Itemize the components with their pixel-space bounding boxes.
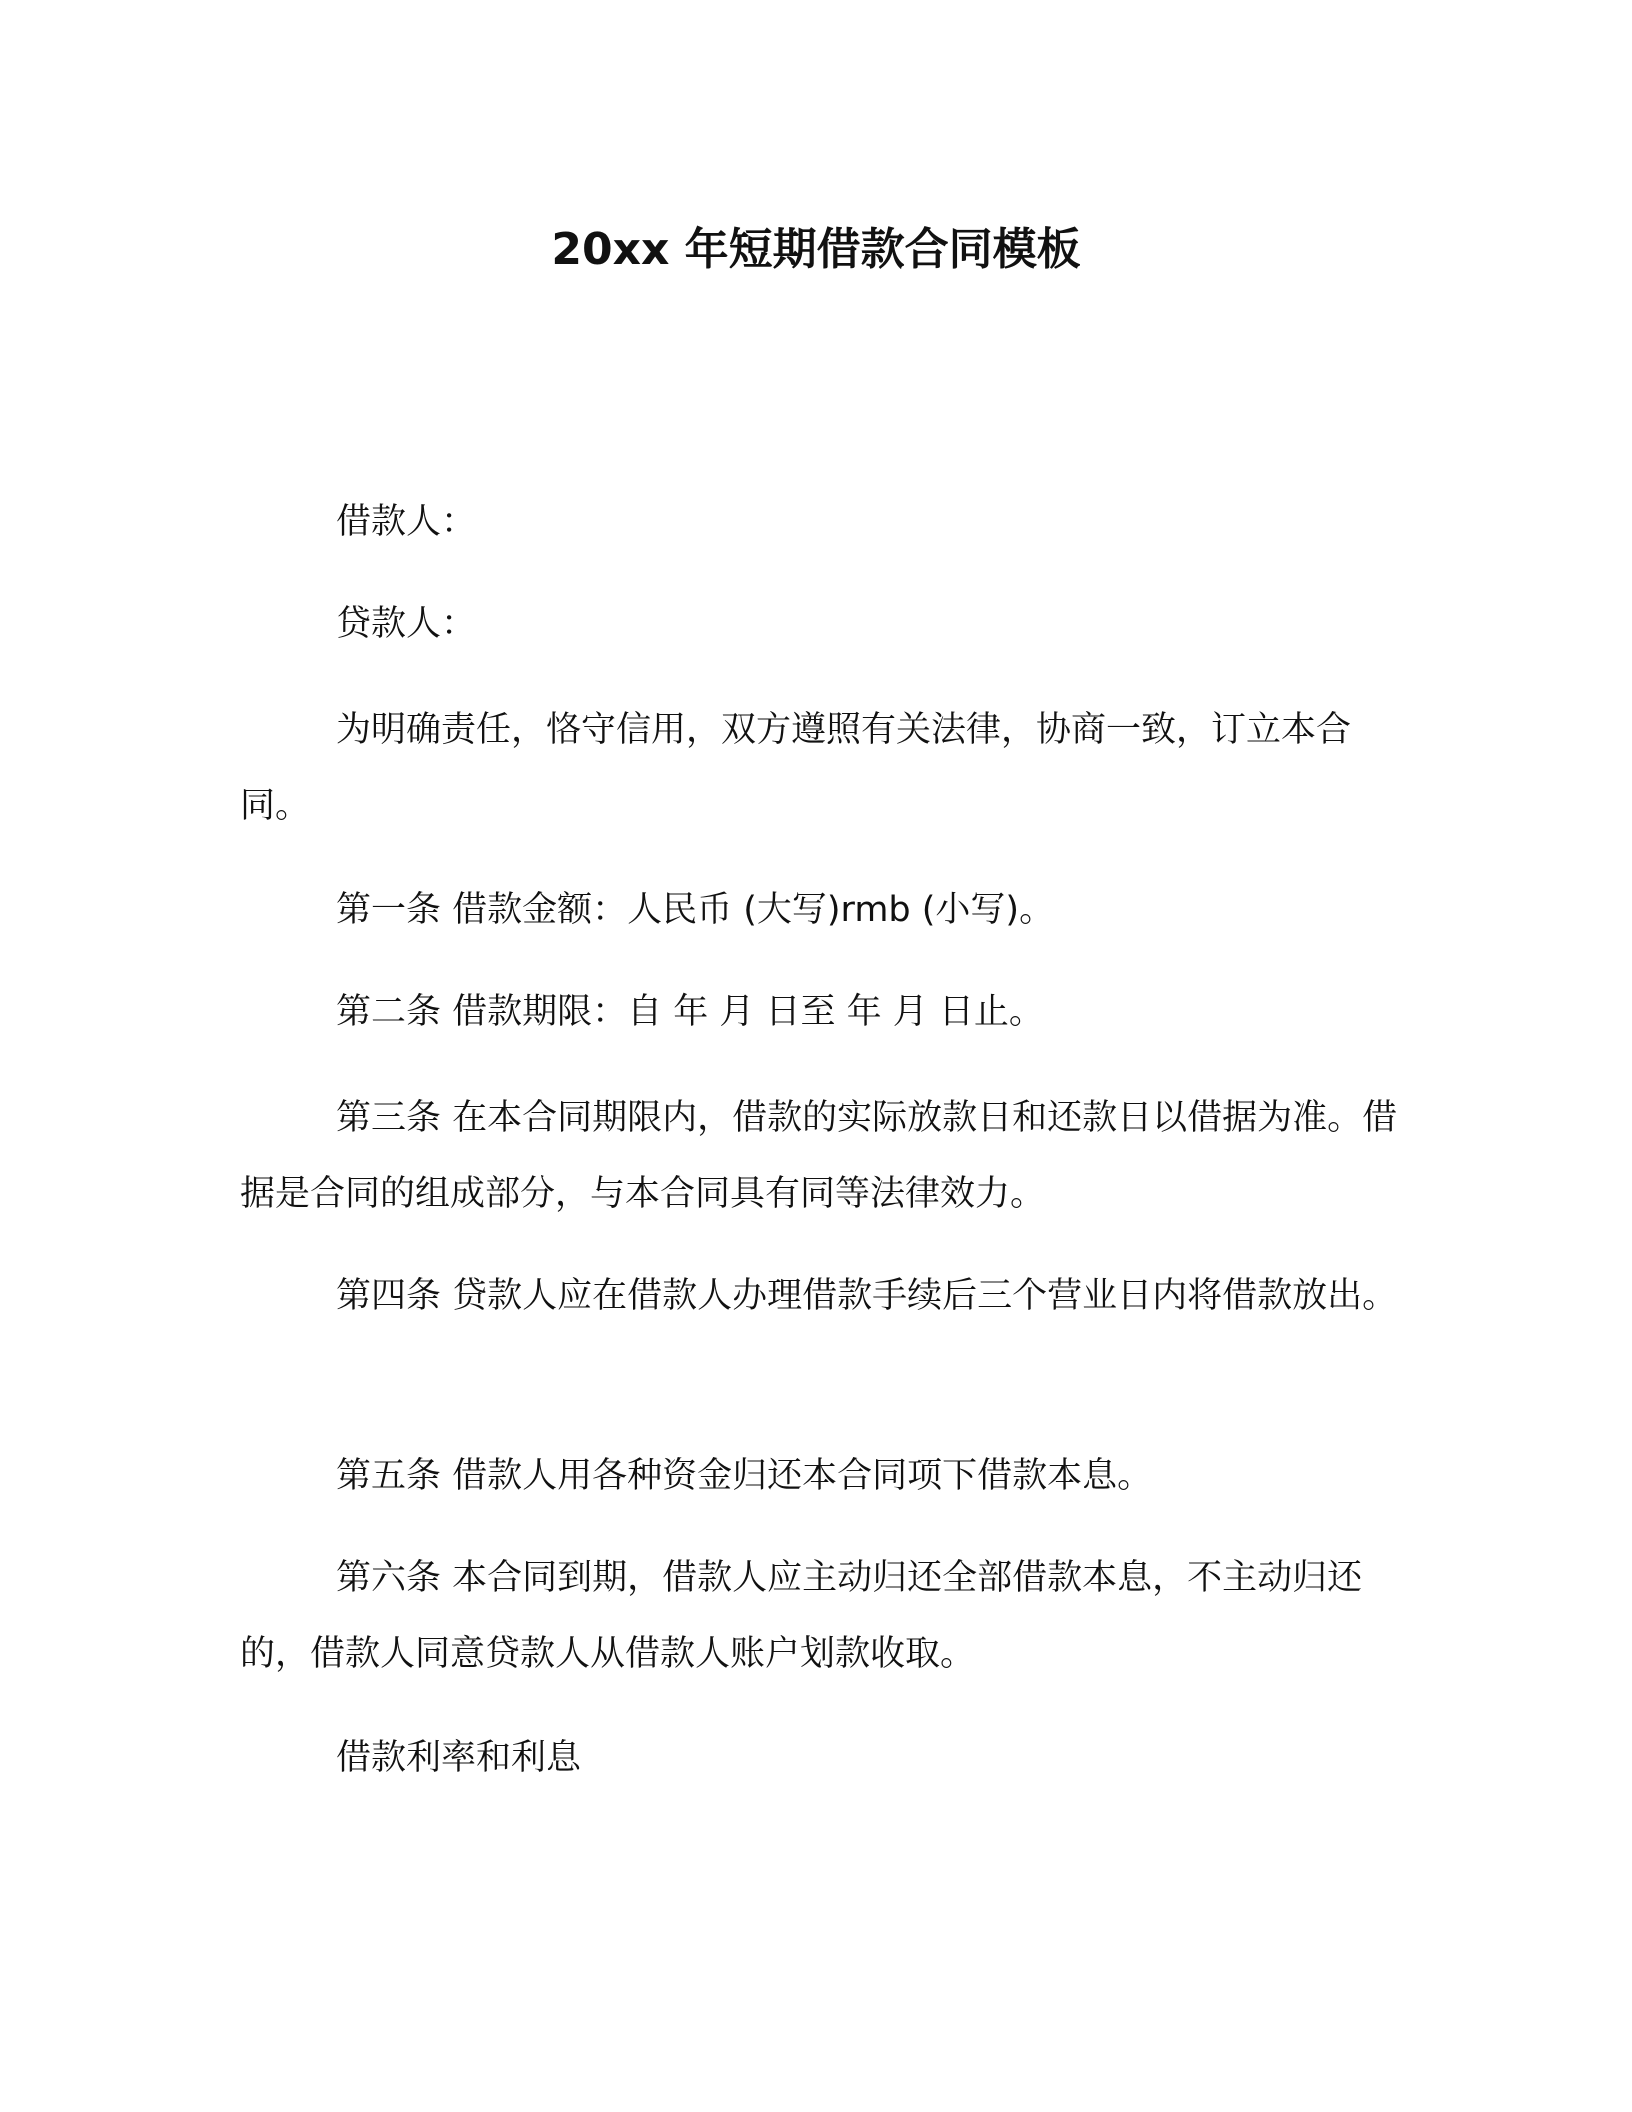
article-3-paragraph: 第三条 在本合同期限内，借款的实际放款日和还款日以借据为准。借据是合同的组成部分，与本合同具有同等法律效力。	[240, 1098, 1398, 1214]
article-1-paragraph: 第一条 借款金额：人民币 (大写)rmb (小写)。	[336, 890, 1055, 930]
article-6-paragraph: 第六条 本合同到期，借款人应主动归还全部借款本息，不主动归还的，借款人同意贷款人从借款人账户划款收取。	[240, 1558, 1363, 1674]
document-title: 20xx 年短期借款合同模板	[551, 224, 1081, 275]
article-2-paragraph: 第二条 借款期限：自 年 月 日至 年 月 日止。	[336, 992, 1044, 1032]
borrower-line: 借款人：	[336, 502, 477, 542]
section-heading-interest: 借款利率和利息	[336, 1738, 582, 1778]
article-5-paragraph: 第五条 借款人用各种资金归还本合同项下借款本息。	[336, 1456, 1153, 1496]
lender-line: 贷款人：	[336, 604, 477, 644]
preamble-paragraph: 为明确责任，恪守信用，双方遵照有关法律，协商一致，订立本合同。	[240, 710, 1352, 826]
article-4-paragraph: 第四条 贷款人应在借款人办理借款手续后三个营业日内将借款放出。	[336, 1276, 1398, 1316]
